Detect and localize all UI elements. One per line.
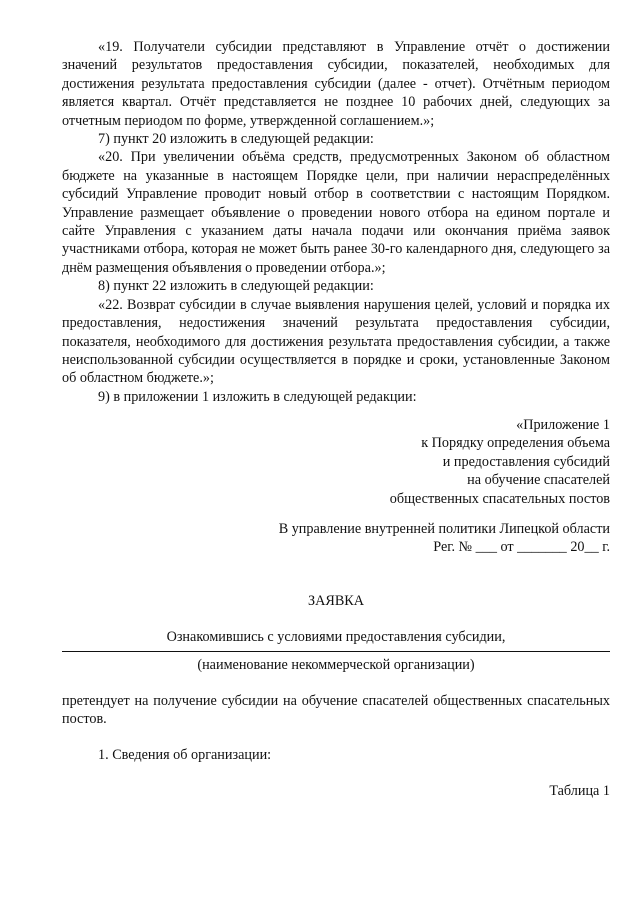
appendix-line-1: «Приложение 1 bbox=[516, 417, 610, 433]
form-title: ЗАЯВКА bbox=[308, 593, 364, 609]
registration-line: Рег. № ___ от _______ 20__ г. bbox=[433, 539, 610, 556]
appendix-header bbox=[390, 416, 610, 508]
claim-paragraph bbox=[62, 692, 610, 729]
addressee-line-1: В управление внутренней политики Липецкой области bbox=[278, 521, 610, 537]
appendix-line-3: и предоставления субсидий bbox=[442, 453, 610, 470]
item-9: 9) в приложении 1 изложить в следующей редакции: bbox=[98, 388, 417, 405]
appendix-line-4: на обучение спасателей bbox=[467, 472, 610, 489]
table-label: Таблица 1 bbox=[549, 783, 610, 799]
org-name-underline bbox=[62, 651, 610, 652]
claim-text: претендует на получение субсидии на обучение спасателей общественных спасательных постов. bbox=[62, 693, 610, 728]
amendment-text bbox=[62, 38, 610, 406]
form-intro: Ознакомившись с условиями предоставления субсидии, bbox=[166, 629, 506, 645]
paragraph-20: «20. При увеличении объёма средств, предусмотренных Законом об областном бюджете на указанные в настоящем Порядке цели, при наличии нераспределённых субсидий Управление проводит новый отбор в соответствии с настоящим Порядком. Управление размещает объявление о проведении нового отбора на едином портале и сайте Управления с указанием даты начала подачи или окончания приёма заявок участниками отбора, которая не может быть ранее 30-го календарного дня, следующего за днём размещения объявления о проведении отбора.»; bbox=[62, 149, 610, 276]
appendix-line-5: общественных спасательных постов bbox=[389, 490, 610, 507]
paragraph-19: «19. Получатели субсидии представляют в Управление отчёт о достижении значений результатов предоставления субсидии, показателей, необходимых для достижения результата предоставления субсидии (далее - отчет). Отчётным периодом является квартал. Отчёт представляется не позднее 10 рабочих дней, следующих за отчетным периодом по форме, утвержденной соглашением.»; bbox=[62, 39, 610, 129]
item-7: 7) пункт 20 изложить в следующей редакции: bbox=[98, 131, 374, 148]
item-8: 8) пункт 22 изложить в следующей редакции: bbox=[98, 278, 374, 295]
addressee-block bbox=[279, 520, 610, 557]
org-name-caption: (наименование некоммерческой организации) bbox=[197, 657, 475, 673]
paragraph-22: «22. Возврат субсидии в случае выявления нарушения целей, условий и порядка их предоставления, недостижения значений результата предоставления субсидии, показателя, необходимого для достижения результата предоставления субсидии, а также неиспользованной субсидии осуществляется в порядке и сроки, установленные Законом об областном бюджете.»; bbox=[62, 296, 610, 387]
section-1-heading: 1. Сведения об организации: bbox=[98, 747, 272, 763]
appendix-line-2: к Порядку определения объема bbox=[421, 435, 610, 452]
